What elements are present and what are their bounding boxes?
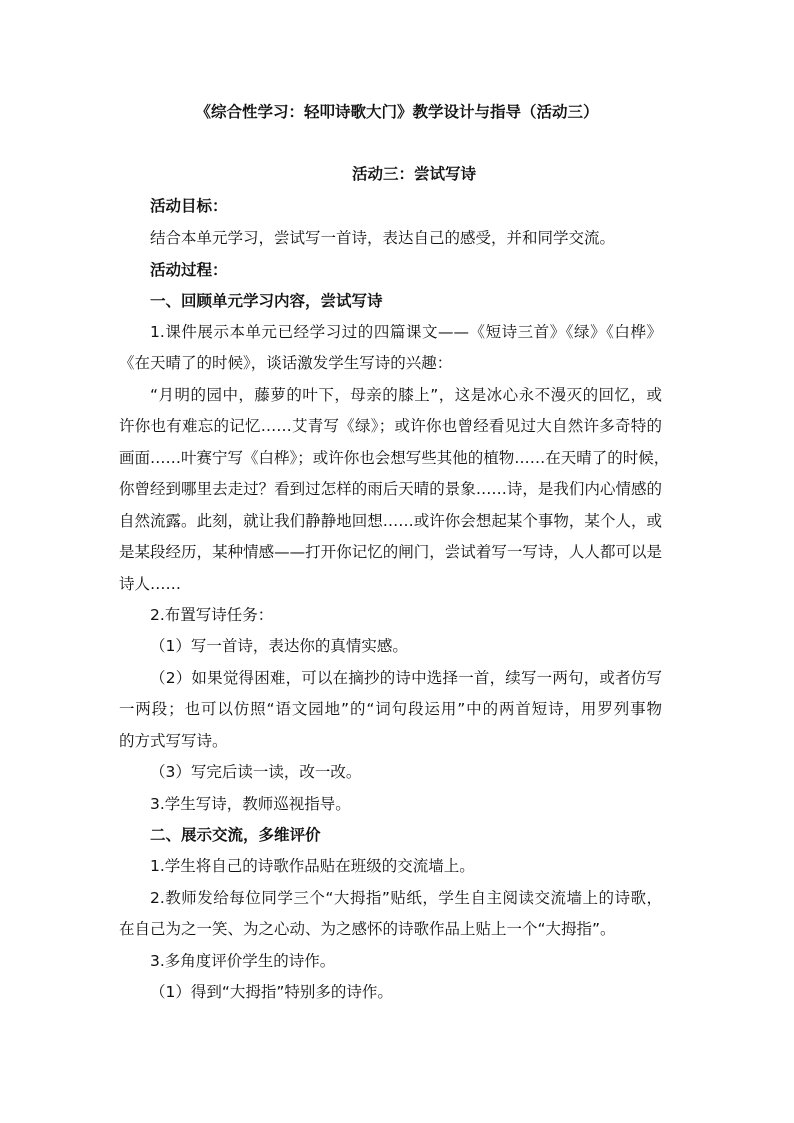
paragraph-2-line: 自然流露。此刻，就让我们静静地回想……或许你会想起某个事物，某个人，或 (119, 512, 662, 530)
paragraph-2-line: “月明的园中，藤萝的叶下，母亲的膝上”，这是冰心永不漫灭的回忆，或 (150, 386, 662, 404)
task-heading: 2.布置写诗任务： (150, 606, 274, 624)
task-item-2-line: （2）如果觉得困难，可以在摘抄的诗中选择一首，续写一两句，或者仿写 (150, 669, 662, 687)
section2-heading: 二、展示交流，多维评价 (150, 826, 321, 844)
paragraph-2-line: 许你也有难忘的记忆……艾青写《绿》；或许你也曾经看见过大自然许多奇特的 (119, 417, 662, 435)
paragraph-1-line: 1.课件展示本单元已经学习过的四篇课文——《短诗三首》《绿》《白桦》 (150, 323, 662, 341)
paragraph-2-line: 画面……叶赛宁写《白桦》；或许你也会想写些其他的植物……在天晴了的时候， (119, 449, 670, 467)
section2-item-1: 1.学生将自己的诗歌作品贴在班级的交流墙上。 (150, 857, 475, 875)
task-item-2-line: 的方式写写诗。 (119, 732, 228, 750)
goal-text: 结合本单元学习，尝试写一首诗，表达自己的感受，并和同学交流。 (150, 229, 616, 247)
goal-heading: 活动目标： (150, 197, 228, 215)
activity-subtitle: 活动三：尝试写诗 (351, 165, 476, 183)
section1-heading: 一、回顾单元学习内容，尝试写诗 (150, 292, 383, 310)
paragraph-2-line: 诗人…… (119, 575, 182, 593)
task-item-1: （1）写一首诗，表达你的真情实感。 (150, 637, 408, 655)
paragraph-2-line: 你曾经到哪里去走过？看到过怎样的雨后天晴的景象……诗，是我们内心情感的 (119, 480, 662, 498)
process-heading: 活动过程： (150, 261, 228, 279)
paragraph-1-line: 《在天晴了的时候》，谈话激发学生写诗的兴趣： (119, 354, 453, 372)
document-title: 《综合性学习：轻叩诗歌大门》教学设计与指导（活动三） (195, 103, 599, 121)
section2-item-3-1: （1）得到“大拇指”特别多的诗作。 (150, 983, 393, 1001)
step-3: 3.学生写诗，教师巡视指导。 (150, 795, 351, 813)
task-item-2-line: 一两段；也可以仿照“语文园地”的“词句段运用”中的两首短诗，用罗列事物 (119, 700, 662, 718)
section2-item-2-line: 在自己为之一笑、为之心动、为之感怀的诗歌作品上贴上一个“大拇指”。 (119, 920, 616, 938)
paragraph-2-line: 是某段经历，某种情感——打开你记忆的闸门，尝试着写一写诗，人人都可以是 (119, 543, 662, 561)
task-item-3: （3）写完后读一读，改一改。 (150, 763, 362, 781)
section2-item-2-line: 2.教师发给每位同学三个“大拇指”贴纸，学生自主阅读交流墙上的诗歌， (150, 889, 662, 907)
section2-item-3: 3.多角度评价学生的诗作。 (150, 952, 336, 970)
